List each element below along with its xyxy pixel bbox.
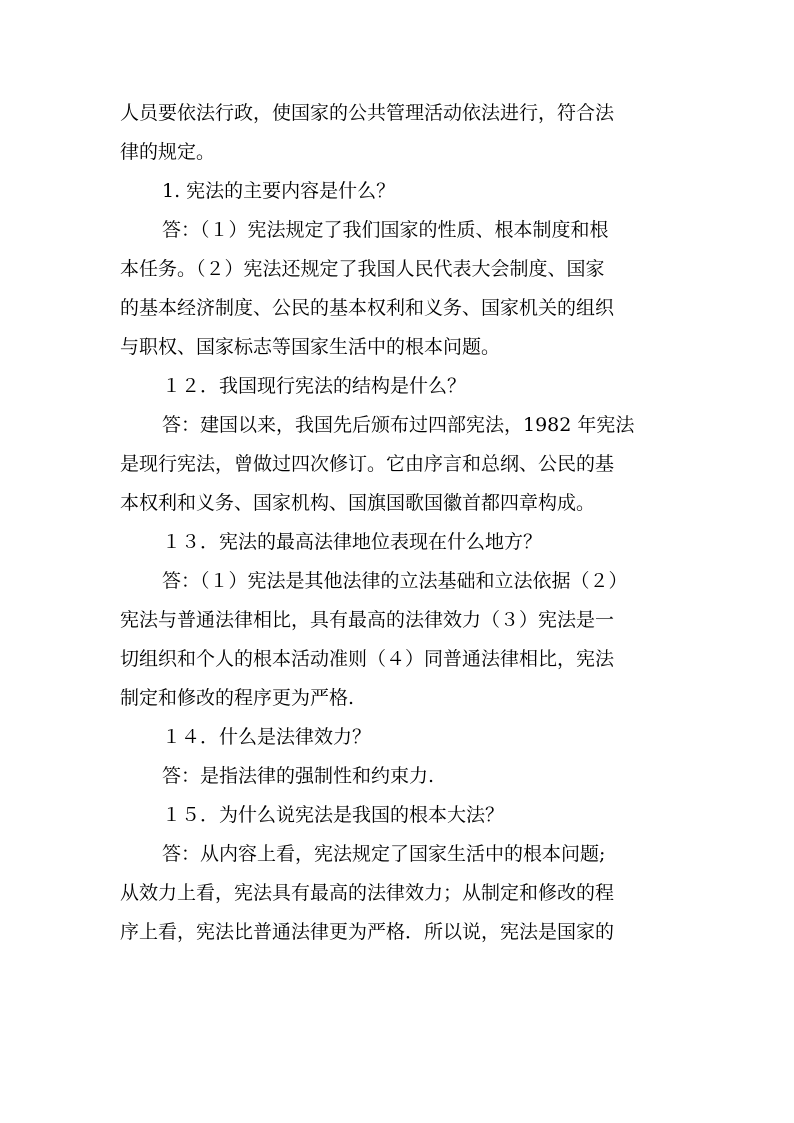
text-line: 制定和修改的程序更为严格.: [120, 687, 355, 709]
question-line: １４．什么是法律效力？: [162, 726, 372, 748]
text-line: 本任务。（２）宪法还规定了我国人民代表大会制度、国家: [120, 258, 605, 280]
text-line: 人员要依法行政，使国家的公共管理活动依法进行，符合法: [120, 102, 615, 124]
text-line: 宪法与普通法律相比，具有最高的法律效力（３）宪法是一: [120, 609, 615, 631]
text-line: 切组织和个人的根本活动准则（４）同普通法律相比，宪法: [120, 648, 615, 670]
question-line: １２．我国现行宪法的结构是什么？: [162, 375, 467, 397]
answer-line: 答：是指法律的强制性和约束力.: [162, 765, 435, 787]
text-line: 律的规定。: [120, 141, 216, 163]
text-line: 是现行宪法，曾做过四次修订。它由序言和总纲、公民的基: [120, 453, 615, 475]
answer-line: 答：（１）宪法是其他法律的立法基础和立法依据（２）: [162, 570, 628, 592]
document-page: [120, 94, 680, 952]
question-line: １３．宪法的最高法律地位表现在什么地方？: [162, 531, 543, 553]
answer-line: 答：从内容上看，宪法规定了国家生活中的根本问题;: [162, 843, 606, 865]
text-line: 序上看，宪法比普通法律更为严格．所以说，宪法是国家的: [120, 921, 615, 943]
question-line: １５．为什么说宪法是我国的根本大法？: [162, 804, 505, 826]
text-line: 本权利和义务、国家机构、国旗国歌国徽首都四章构成。: [120, 492, 596, 514]
text-line: 的基本经济制度、公民的基本权利和义务、国家机关的组织: [120, 297, 615, 319]
question-line: 1. 宪法的主要内容是什么？: [162, 180, 396, 202]
text-line: 与职权、国家标志等国家生活中的根本问题。: [120, 336, 501, 358]
answer-line: 答：（１）宪法规定了我们国家的性质、根本制度和根: [162, 219, 609, 241]
text-line: 从效力上看，宪法具有最高的法律效力；从制定和修改的程: [120, 882, 615, 904]
answer-line: 答：建国以来，我国先后颁布过四部宪法，1982 年宪法: [162, 414, 635, 436]
